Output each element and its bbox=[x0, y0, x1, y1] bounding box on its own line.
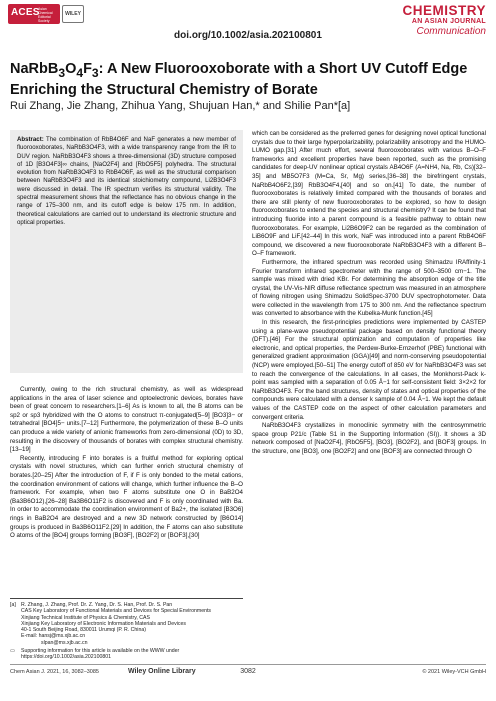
body-left-column bbox=[10, 386, 243, 541]
body-paragraph: Furthermore, the infrared spectrum was recorded using Shimadzu IRAffinity-1 Fourier transform infrared spectrometer with the range of 500–3500 cm−1. The sample was mixed with dried KBr. For determining the absorption edge of the title crystal, the UV-Vis-NIR diffuse reflectance spectrum was measured in an atmosphere of flowing nitrogen using Shimadzu SolidSpec-3700 DUV spectrophotometer. Data were collected in the wavelength from 175 to 300 nm. And the reflectance spectrum was converted to absorbance with the Kubelka-Munk function.[45] bbox=[252, 258, 486, 318]
abstract-box bbox=[10, 130, 243, 373]
body-paragraph: which can be considered as the preferred genes for designing novel optical functional crystals due to their large hyperpolarizability, polarizability anisotropy and the HUMO-LUMO gap.[31] After much effort, several fluorooxoborates with various B–O–F frameworks and excellent properties have been reported, such as the promising candidates for deep-UV nonlinear optical crystals AB4O6F (A=NH4, Na, Rb, Cs)[32–35] and MB5O7F3 (M=Ca, Sr, Mg) series,[36–38] the birefringent crystals, NaRbB4O6F2,[39] RbB3O4F4,[40] and so on.[41] To date, the number of fluorooxoborates is relatively limited compared with the thousands of borates and there are still plenty of new fluorooxoborates to be explored, so how to design fluorooxoborates to extend the species and structural chemistry? It can be found that introducing fluoride into a parent compound is a feasible pathway to obtain new fluorooxoborates. For example, Li2B6O9F2 can be regarded as the combination of LiB6O9F and LiF.[42–44] In this work, NaF was introduced into a parent RbB4O6F compound, we discovered a new fluorooxoborate NaRbB3O4F3 with a different B–O–F framework. bbox=[252, 130, 486, 258]
footnote-email[interactable]: slpan@ms.xjb.ac.cn bbox=[41, 639, 88, 646]
footnote-address: 40-1 South Beijing Road, 830011 Urumqi (P. R. China) bbox=[21, 627, 146, 634]
footnote-email[interactable]: E-mail: hansj@ms.xjb.ac.cn bbox=[21, 633, 86, 640]
author-list: Rui Zhang, Jie Zhang, Zhihua Yang, Shujuan Han,* and Shilie Pan*[a] bbox=[10, 100, 351, 112]
body-paragraph: Recently, introducing F into borates is a fruitful method for exploring optical crystals with novel structures, which can further enrich structural chemistry of borates.[20–25] After the introduction of F, if F is only bonded to the metal cations, the coordination environment of cations will change, which further influence the B–O framework. For example, when two F atoms substitute one O in BaB2O4 (Ba3B6O12),[26–28] Ba3B6O11F2 is discovered and F is only coordinated with Ba. In order to accommodate the coordination environment of Ba2+, the isolated [B3O6] rings in BaB2O4 are destroyed and a new 3D network constructed by [B6O14] groups is produced in Ba3B6O11F2.[29] In addition, the F atoms can also substitute O atoms of the [BO4] groups forming [BO3F], [BO2F2] or [BOF3],[30] bbox=[10, 454, 243, 540]
footnote-lab: CAS Key Laboratory of Functional Materials and Devices for Special Environments bbox=[21, 608, 212, 615]
footer-divider bbox=[10, 664, 486, 665]
footnote-divider bbox=[10, 598, 243, 599]
abstract-body: The combination of RbB4O6F and NaF generates a new member of fluorooxoborates, NaRbB3O4F3, with a wide transparency range from the IR to DUV region. NaRbB3O4F3 shows a three-dimensional (3D) structure composed of 1D [B3O4F3]∞ chains, [NaO2F4] and [RbO5F5] polyhedra. The structural evolution from NaRbB3O4F3 to RbB4O6F, as well as the structural comparison between NaRbB3O4F3 and its identical stoichiometry compound, Li2B3O4F3 were discussed in detail. The IR spectrum verifies its structural validity. The spectral measurement shows that the reflectance has no obvious change in the range of 175–300 nm, and its cutoff edge is below 175 nm. In addition, theoretical calculations are carried out to understand its electronic structure and optical properties. bbox=[17, 136, 236, 226]
wiley-logo: WILEY bbox=[62, 5, 84, 23]
abstract-text bbox=[17, 136, 236, 227]
page-number: 3082 bbox=[240, 668, 256, 675]
aces-logo bbox=[8, 4, 60, 24]
affiliation-footnote bbox=[10, 602, 243, 661]
page-header bbox=[0, 0, 496, 44]
abstract-label: Abstract: bbox=[17, 136, 44, 143]
article-type: Communication bbox=[416, 26, 486, 37]
wiley-online-library-link[interactable]: Wiley Online Library bbox=[128, 668, 196, 675]
journal-subname: AN ASIAN JOURNAL bbox=[411, 18, 486, 25]
body-paragraph: NaRbB3O4F3 crystallizes in monoclinic symmetry with the centrosymmetric space group P21/c (Table S1 in the Supporting Information (SI)). It shows a 3D network composed of [NaO2F4], [RbO5F5], [BO3], [BO2F2], and [BOF3] groups. In the structure, one [BO3], one [BO2F2] and one [BOF3] are connected through O bbox=[252, 422, 486, 455]
journal-name: CHEMISTRY bbox=[402, 3, 486, 18]
aces-logo-text: ACES bbox=[11, 7, 40, 18]
body-paragraph: Currently, owing to the rich structural chemistry, as well as widespread applications in the area of laser science and optoelectronic devices, borates have been of great concern to researchers.[1–6] As is known to all, the B atoms can be sp2 or sp3 hybridized with the O atoms to construct π-conjugated[5–9] [BO3]3− or tetrahedral [BO4]5− units.[7–12] Furthermore, the polymerization of these B–O units can produce a wide variety of anionic frameworks from zero-dimensional (0D) to 3D, resulting in the discovery of thousands of borates with complex structural chemistry.[13–19] bbox=[10, 386, 243, 454]
footnote-label: [a] bbox=[10, 602, 16, 608]
article-doi[interactable]: doi.org/10.1002/asia.202100801 bbox=[174, 30, 322, 41]
footnote-institution: Xinjiang Technical Institute of Physics & Chemistry, CAS bbox=[21, 614, 150, 621]
body-paragraph: In this research, the first-principles predictions were implemented by CASTEP using a plane-wave pseudopotential package based on density functional theory (DFT).[46] For the structural optimization and computation of properties like electronic, and optical properties, the Perdew-Burke-Ernzerhof (PBE) functional with generalized gradient approximation (GGA)[49] and norm-conserving pseudopotential (NCP) were employed.[50–51] The energy cutoff of 850 eV for NaRbB3O4F3 was set to reach the convergence of the calculations. In all cases, the Monkhorst-Pack k-point was sampled with a separation of 0.05 Å−1 for self-consistent field: 3×2×2 for NaRbB3O4F3. For the band structures, density of states and optical properties of the compounds were calculated with a denser k sample of 0.04 Å−1. We kept the default values of the CASTEP code on the aspect of other calculation parameters and convergent criteria. bbox=[252, 319, 486, 421]
footnote-names: R. Zhang, J. Zhang, Prof. Dr. Z. Yang, Dr. S. Han, Prof. Dr. S. Pan bbox=[21, 602, 173, 608]
footer-copyright: © 2021 Wiley-VCH GmbH bbox=[422, 669, 486, 675]
aces-logo-subtext: Asian Chemical Editorial Society bbox=[38, 7, 53, 23]
footnote-institution: Xinjiang Key Laboratory of Electronic Information Materials and Devices bbox=[21, 620, 186, 627]
supporting-info-icon: ▭ bbox=[10, 648, 15, 655]
supporting-info-link[interactable]: Supporting information for this article is available on the WWW under https://doi.org/10.1002/asia.202100801 bbox=[21, 648, 180, 661]
article-title: $NaRbB_3O_4F_3$: A New Fluorooxoborate with a Short UV Cutoff Edge Enriching the Structural Chemistry of Borate bbox=[10, 61, 468, 98]
journal-brand bbox=[402, 4, 486, 37]
page-footer bbox=[10, 668, 486, 678]
footer-citation: Chem Asian J. 2021, 16, 3082–3085 bbox=[10, 669, 99, 675]
body-right-column bbox=[252, 130, 486, 457]
